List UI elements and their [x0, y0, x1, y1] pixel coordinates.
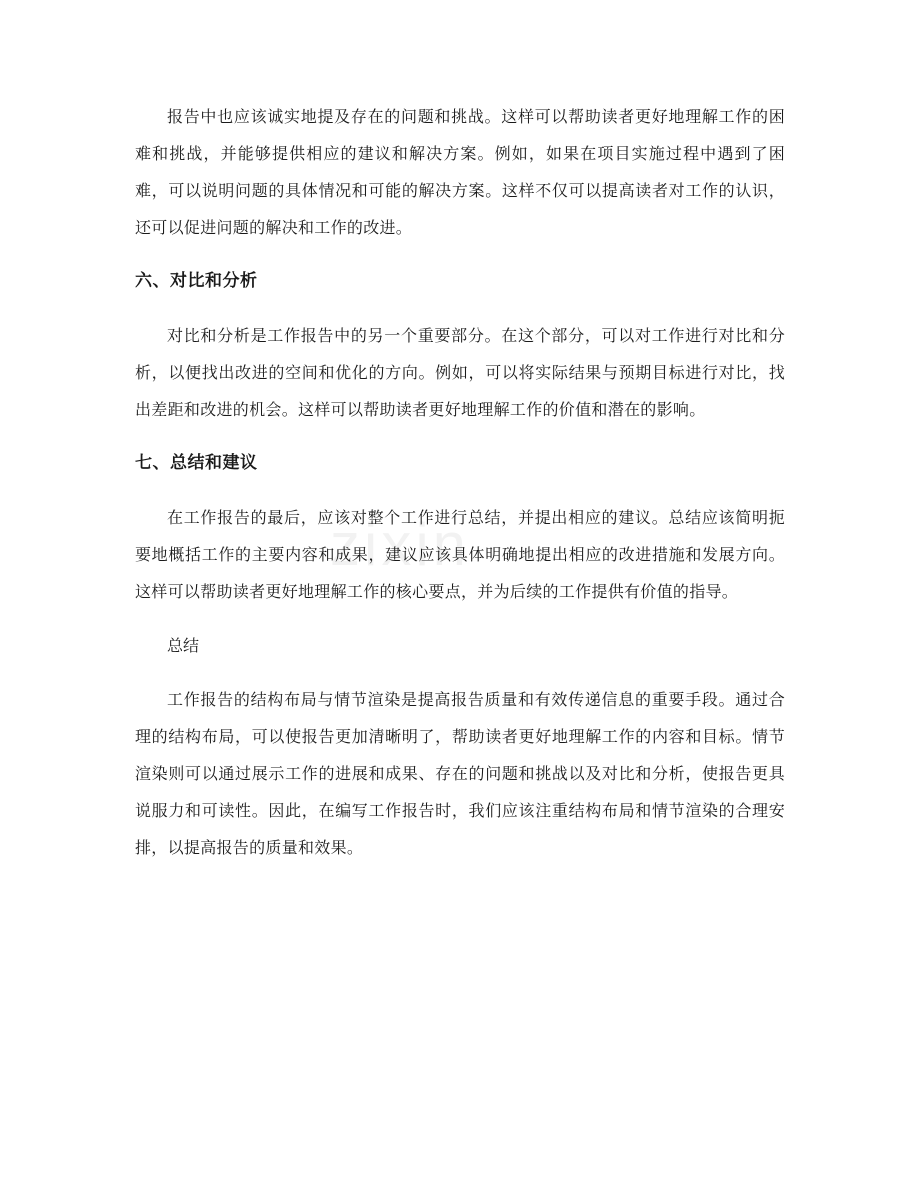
heading-comparison-analysis: 六、对比和分析	[135, 271, 258, 291]
watermark: zixin	[330, 511, 471, 578]
paragraph-comparison-analysis: 对比和分析是工作报告中的另一个重要部分。在这个部分，可以对工作进行对比和分析，以便找出改进的空间和优化的方向。例如，可以将实际结果与预期目标进行对比，找出差距和改进的机会。这样可以帮助读者更好地理解工作的价值和潜在的影响。	[135, 326, 785, 419]
paragraph-conclusion: 工作报告的结构布局与情节渲染是提高报告质量和有效传递信息的重要手段。通过合理的结构布局，可以使报告更加清晰明了，帮助读者更好地理解工作的内容和目标。情节渲染则可以通过展示工作的进展和成果、存在的问题和挑战以及对比和分析，使报告更具说服力和可读性。因此，在编写工作报告时，我们应该注重结构布局和情节渲染的合理安排，以提高报告的质量和效果。	[135, 690, 785, 857]
section-label-summary: 总结	[167, 636, 200, 655]
paragraph-summary-suggestions: 在工作报告的最后，应该对整个工作进行总结，并提出相应的建议。总结应该简明扼要地概括工作的主要内容和成果，建议应该具体明确地提出相应的改进措施和发展方向。这样可以帮助读者更好地理解工作的核心要点，并为后续的工作提供有价值的指导。	[135, 508, 785, 601]
document-page	[135, 98, 785, 866]
paragraph-problems: 报告中也应该诚实地提及存在的问题和挑战。这样可以帮助读者更好地理解工作的困难和挑战，并能够提供相应的建议和解决方案。例如，如果在项目实施过程中遇到了困难，可以说明问题的具体情况和可能的解决方案。这样不仅可以提高读者对工作的认识，还可以促进问题的解决和工作的改进。	[135, 107, 785, 237]
heading-summary-suggestions: 七、总结和建议	[135, 453, 258, 473]
